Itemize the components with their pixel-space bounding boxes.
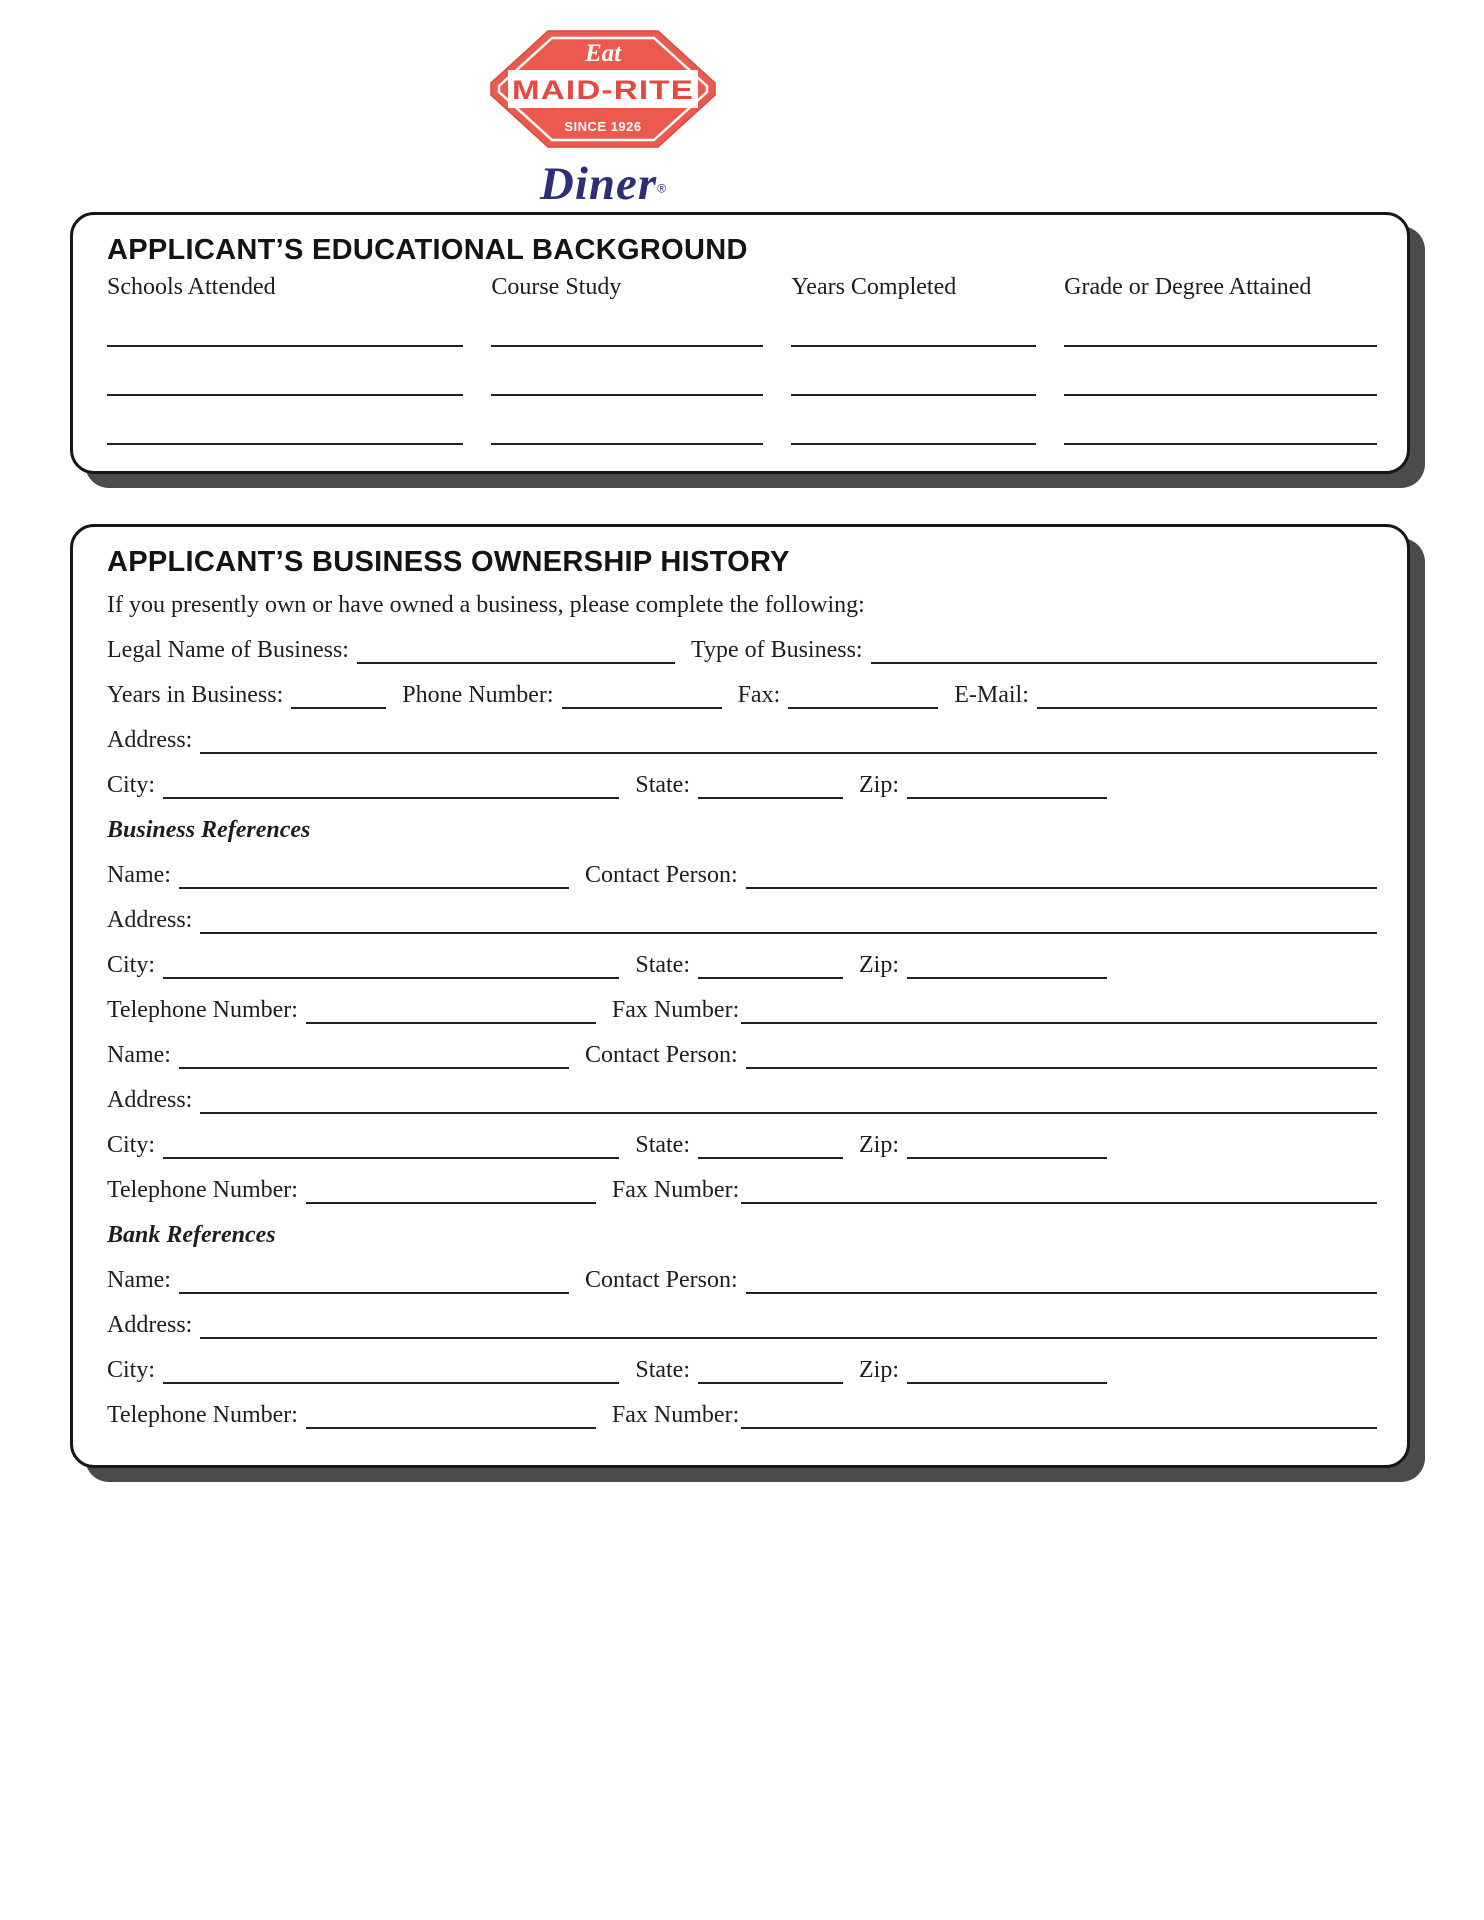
maid-rite-badge-icon (490, 30, 716, 148)
bank-state-field[interactable] (698, 1378, 843, 1384)
business-references-heading: Business References (107, 817, 311, 843)
telephone-number-label: Telephone Number: (107, 1177, 298, 1203)
fax-number-label: Fax Number: (611, 1177, 740, 1203)
education-title: APPLICANT’S EDUCATIONAL BACKGROUND (107, 234, 748, 266)
business-ownership-panel (70, 524, 1410, 1468)
form-row-ref2-name (107, 1041, 1377, 1069)
ref2-zip-field[interactable] (907, 1153, 1107, 1159)
zip-label: Zip: (859, 952, 899, 978)
bank-references-heading: Bank References (107, 1222, 276, 1248)
form-row-bank-name (107, 1266, 1377, 1294)
ref2-address-field[interactable] (200, 1108, 1377, 1114)
fax-number-label: Fax Number: (611, 1402, 740, 1428)
form-row-ref1-telephone (107, 996, 1377, 1024)
contact-person-label: Contact Person: (584, 1267, 738, 1293)
business-zip-field[interactable] (907, 793, 1107, 799)
edu-course-field-1[interactable] (491, 301, 763, 347)
business-state-field[interactable] (698, 793, 843, 799)
form-row-business-city-state-zip (107, 771, 1107, 799)
maid-rite-logo (490, 30, 716, 225)
city-label: City: (107, 952, 156, 978)
ref1-name-field[interactable] (179, 883, 569, 889)
ref1-state-field[interactable] (698, 973, 843, 979)
ref2-city-field[interactable] (163, 1153, 619, 1159)
bank-telephone-field[interactable] (306, 1423, 596, 1429)
education-column-headers (107, 273, 1377, 301)
ref1-contact-person-field[interactable] (746, 883, 1377, 889)
form-row-ref1-city-state-zip (107, 951, 1107, 979)
state-label: State: (635, 952, 690, 978)
edu-years-field-3[interactable] (791, 396, 1036, 445)
bank-contact-person-field[interactable] (746, 1288, 1377, 1294)
state-label: State: (635, 772, 690, 798)
form-row-ref1-address (107, 906, 1377, 934)
phone-number-label: Phone Number: (402, 682, 554, 708)
edu-school-field-3[interactable] (107, 396, 463, 445)
zip-label: Zip: (859, 772, 899, 798)
fax-label: Fax: (737, 682, 781, 708)
form-row-ref2-address (107, 1086, 1377, 1114)
years-in-business-field[interactable] (291, 703, 386, 709)
name-label: Name: (107, 1042, 171, 1068)
registered-mark: ® (657, 181, 667, 196)
phone-number-field[interactable] (562, 703, 722, 709)
fax-number-label: Fax Number: (611, 997, 740, 1023)
telephone-number-label: Telephone Number: (107, 997, 298, 1023)
ref1-zip-field[interactable] (907, 973, 1107, 979)
business-address-field[interactable] (200, 748, 1377, 754)
diner-wordmark: Diner (539, 158, 658, 210)
bank-zip-field[interactable] (907, 1378, 1107, 1384)
contact-person-label: Contact Person: (584, 1042, 738, 1068)
ref1-telephone-field[interactable] (306, 1018, 596, 1024)
zip-label: Zip: (859, 1132, 899, 1158)
form-row-business-address (107, 726, 1377, 754)
column-header-grade-degree: Grade or Degree Attained (1064, 274, 1312, 300)
name-label: Name: (107, 1267, 171, 1293)
business-title: APPLICANT’S BUSINESS OWNERSHIP HISTORY (107, 546, 790, 578)
eat-script-text: Eat (584, 40, 622, 67)
form-row-bank-telephone (107, 1401, 1377, 1429)
address-label: Address: (107, 1312, 193, 1338)
form-row-years-phone (107, 681, 1377, 709)
column-header-course-study: Course Study (491, 274, 622, 300)
email-label: E-Mail: (954, 682, 1029, 708)
education-row-2 (107, 347, 1377, 396)
since-1926-text: SINCE 1926 (564, 119, 642, 134)
edu-degree-field-2[interactable] (1064, 347, 1377, 396)
telephone-number-label: Telephone Number: (107, 1402, 298, 1428)
legal-name-label: Legal Name of Business: (107, 637, 349, 663)
edu-course-field-3[interactable] (491, 396, 763, 445)
edu-years-field-2[interactable] (791, 347, 1036, 396)
ref1-fax-number-field[interactable] (741, 1018, 1377, 1024)
type-of-business-field[interactable] (871, 658, 1377, 664)
edu-school-field-2[interactable] (107, 347, 463, 396)
state-label: State: (635, 1357, 690, 1383)
state-label: State: (635, 1132, 690, 1158)
form-row-ref2-city-state-zip (107, 1131, 1107, 1159)
years-in-business-label: Years in Business: (107, 682, 284, 708)
education-panel (70, 212, 1410, 474)
fax-field[interactable] (788, 703, 938, 709)
column-header-years-completed: Years Completed (791, 274, 957, 300)
business-city-field[interactable] (163, 793, 619, 799)
edu-degree-field-1[interactable] (1064, 301, 1377, 347)
legal-name-field[interactable] (357, 658, 675, 664)
ref2-state-field[interactable] (698, 1153, 843, 1159)
city-label: City: (107, 1357, 156, 1383)
form-row-ref2-telephone (107, 1176, 1377, 1204)
email-field[interactable] (1037, 703, 1377, 709)
education-row-1 (107, 301, 1377, 347)
bank-name-field[interactable] (179, 1288, 569, 1294)
bank-city-field[interactable] (163, 1378, 619, 1384)
address-label: Address: (107, 907, 193, 933)
address-label: Address: (107, 727, 193, 753)
ref2-telephone-field[interactable] (306, 1198, 596, 1204)
edu-years-field-1[interactable] (791, 301, 1036, 347)
edu-degree-field-3[interactable] (1064, 396, 1377, 445)
ref1-address-field[interactable] (200, 928, 1377, 934)
ref2-fax-number-field[interactable] (741, 1198, 1377, 1204)
edu-course-field-2[interactable] (491, 347, 763, 396)
form-row-bank-address (107, 1311, 1377, 1339)
business-intro: If you presently own or have owned a business, please complete the following: (107, 592, 865, 618)
form-row-legal-name (107, 636, 1377, 664)
column-header-schools-attended: Schools Attended (107, 274, 276, 300)
contact-person-label: Contact Person: (584, 862, 738, 888)
form-row-ref1-name (107, 861, 1377, 889)
type-of-business-label: Type of Business: (690, 637, 863, 663)
city-label: City: (107, 1132, 156, 1158)
zip-label: Zip: (859, 1357, 899, 1383)
bank-address-field[interactable] (200, 1333, 1377, 1339)
ref1-city-field[interactable] (163, 973, 619, 979)
edu-school-field-1[interactable] (107, 301, 463, 347)
education-row-3 (107, 396, 1377, 445)
ref2-name-field[interactable] (179, 1063, 569, 1069)
bank-fax-number-field[interactable] (741, 1423, 1377, 1429)
address-label: Address: (107, 1087, 193, 1113)
city-label: City: (107, 772, 156, 798)
ref2-contact-person-field[interactable] (746, 1063, 1377, 1069)
name-label: Name: (107, 862, 171, 888)
brand-wordmark: MAID-RITE (512, 75, 694, 105)
form-row-bank-city-state-zip (107, 1356, 1107, 1384)
